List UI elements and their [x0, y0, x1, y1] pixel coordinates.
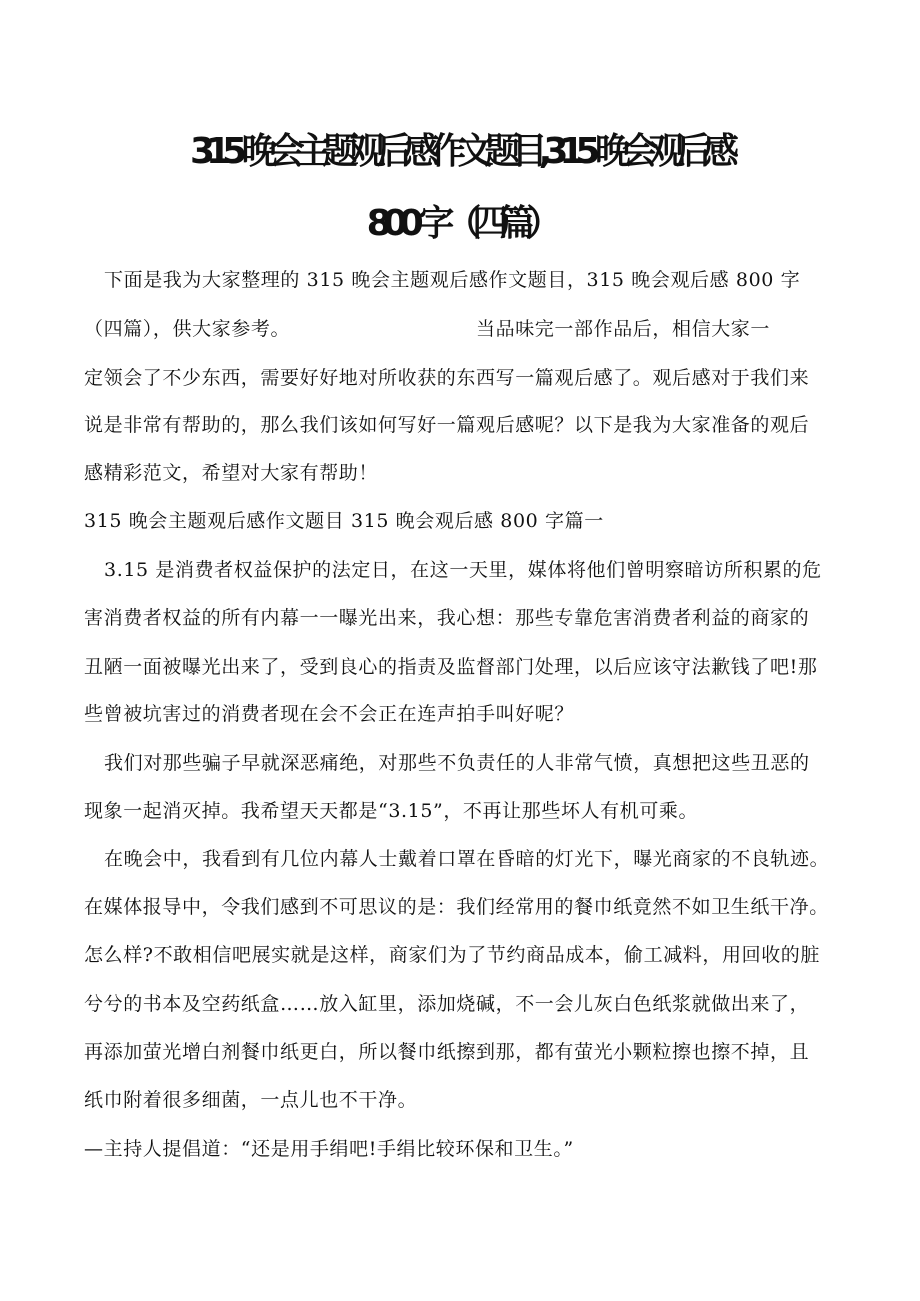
para3-line-6: 纸巾附着很多细菌，一点儿也不干净。 [84, 1089, 418, 1111]
intro-line-2a: （四篇），供大家参考。 [84, 318, 291, 340]
para4-line-1: —主持人提倡道：“还是用手绢吧!手绢比较环保和卫生。” [84, 1138, 574, 1160]
para1-line-2: 害消费者权益的所有内幕一一曝光出来，我心想：那些专靠危害消费者利益的商家的 [84, 607, 810, 629]
document-title-line-2: 800 字（四篇） [366, 203, 554, 244]
intro-line-3: 定领会了不少东西，需要好好地对所收获的东西写一篇观后感了。观后感对于我们来 [84, 367, 810, 389]
intro-line-1: 下面是我为大家整理的 315 晚会主题观后感作文题目，315 晚会观后感 800 字 [104, 269, 801, 291]
para1-line-3: 丑陋一面被曝光出来了，受到良心的指责及监督部门处理，以后应该守法歉钱了吧!那 [84, 656, 818, 678]
para3-line-1: 在晚会中，我看到有几位内幕人士戴着口罩在昏暗的灯光下，曝光商家的不良轨迹。 [104, 848, 830, 870]
section-heading: 315 晚会主题观后感作文题目 315 晚会观后感 800 字篇一 [84, 510, 604, 532]
para1-line-1: 3.15 是消费者权益保护的法定日，在这一天里，媒体将他们曾明察暗访所积累的危 [104, 559, 822, 581]
intro-line-2b: 当品味完一部作品后，相信大家一 [476, 318, 771, 340]
document-title-line-1: 315 晚会主题观后感作文题目,315 晚会观后感 [189, 131, 731, 172]
para3-line-4: 兮兮的书本及空药纸盒……放入缸里，添加烧碱，不一会儿灰白色纸浆就做出来了， [84, 993, 810, 1015]
para1-line-4: 些曾被坑害过的消费者现在会不会正在连声拍手叫好呢？ [84, 703, 575, 725]
intro-line-5: 感精彩范文，希望对大家有帮助！ [84, 462, 379, 484]
para3-line-5: 再添加萤光增白剂餐巾纸更白，所以餐巾纸擦到那，都有萤光小颗粒擦也擦不掉，且 [84, 1041, 810, 1063]
para3-line-2: 在媒体报导中，令我们感到不可思议的是：我们经常用的餐巾纸竟然不如卫生纸干净。 [84, 896, 829, 918]
intro-line-4: 说是非常有帮助的，那么我们该如何写好一篇观后感呢？以下是我为大家准备的观后 [84, 414, 810, 436]
para2-line-2: 现象一起消灭掉。我希望天天都是“3.15”，不再让那些坏人有机可乘。 [84, 800, 699, 822]
para2-line-1: 我们对那些骗子早就深恶痛绝，对那些不负责任的人非常气愤，真想把这些丑恶的 [104, 752, 810, 774]
para3-line-3: 怎么样?不敢相信吧展实就是这样，商家们为了节约商品成本，偷工减料，用回收的脏 [84, 944, 820, 966]
